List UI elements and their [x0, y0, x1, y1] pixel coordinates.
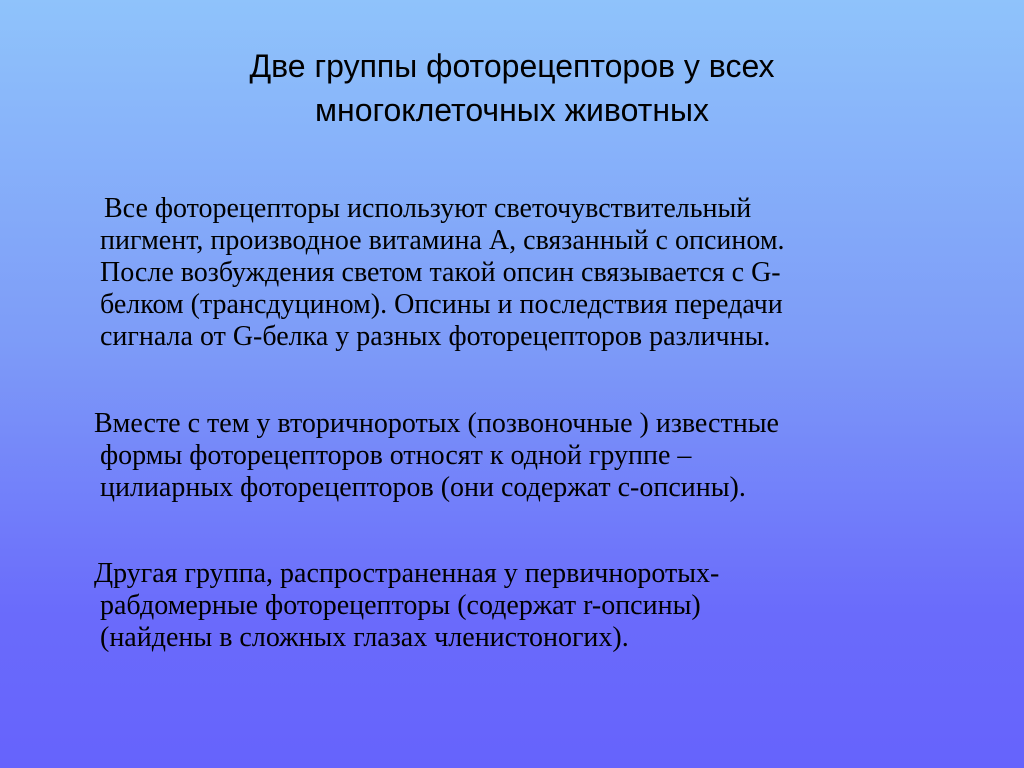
paragraph-line: пигмент, производное витамина А, связанный с опсином.: [100, 225, 785, 256]
paragraph-line: Вместе с тем у вторичноротых (позвоночные ) известные: [94, 408, 779, 439]
body-paragraph-deuterostomes: [94, 408, 779, 504]
paragraph-line: После возбуждения светом такой опсин связывается с G-: [100, 257, 781, 288]
paragraph-line: белком (трансдуцином). Опсины и последствия передачи: [100, 289, 783, 320]
slide-title-line: многоклеточных животных: [315, 92, 709, 128]
body-paragraph-protostomes: [94, 558, 720, 654]
slide-title: [100, 44, 924, 132]
paragraph-line: цилиарных фоторецепторов (они содержат с-опсины).: [100, 472, 746, 503]
paragraph-line: (найдены в сложных глазах членистоногих).: [100, 622, 629, 653]
paragraph-line: рабдомерные фоторецепторы (содержат r-опсины): [100, 590, 701, 621]
paragraph-line: сигнала от G-белка у разных фоторецепторов различны.: [100, 321, 771, 352]
paragraph-line: Все фоторецепторы используют светочувствительный: [104, 193, 752, 224]
body-paragraph-photoreceptors: [100, 193, 785, 353]
slide-title-line: Две группы фоторецепторов у всех: [249, 48, 775, 84]
paragraph-line: формы фоторецепторов относят к одной группе –: [100, 440, 692, 471]
paragraph-line: Другая группа, распространенная у первичноротых-: [94, 558, 720, 589]
